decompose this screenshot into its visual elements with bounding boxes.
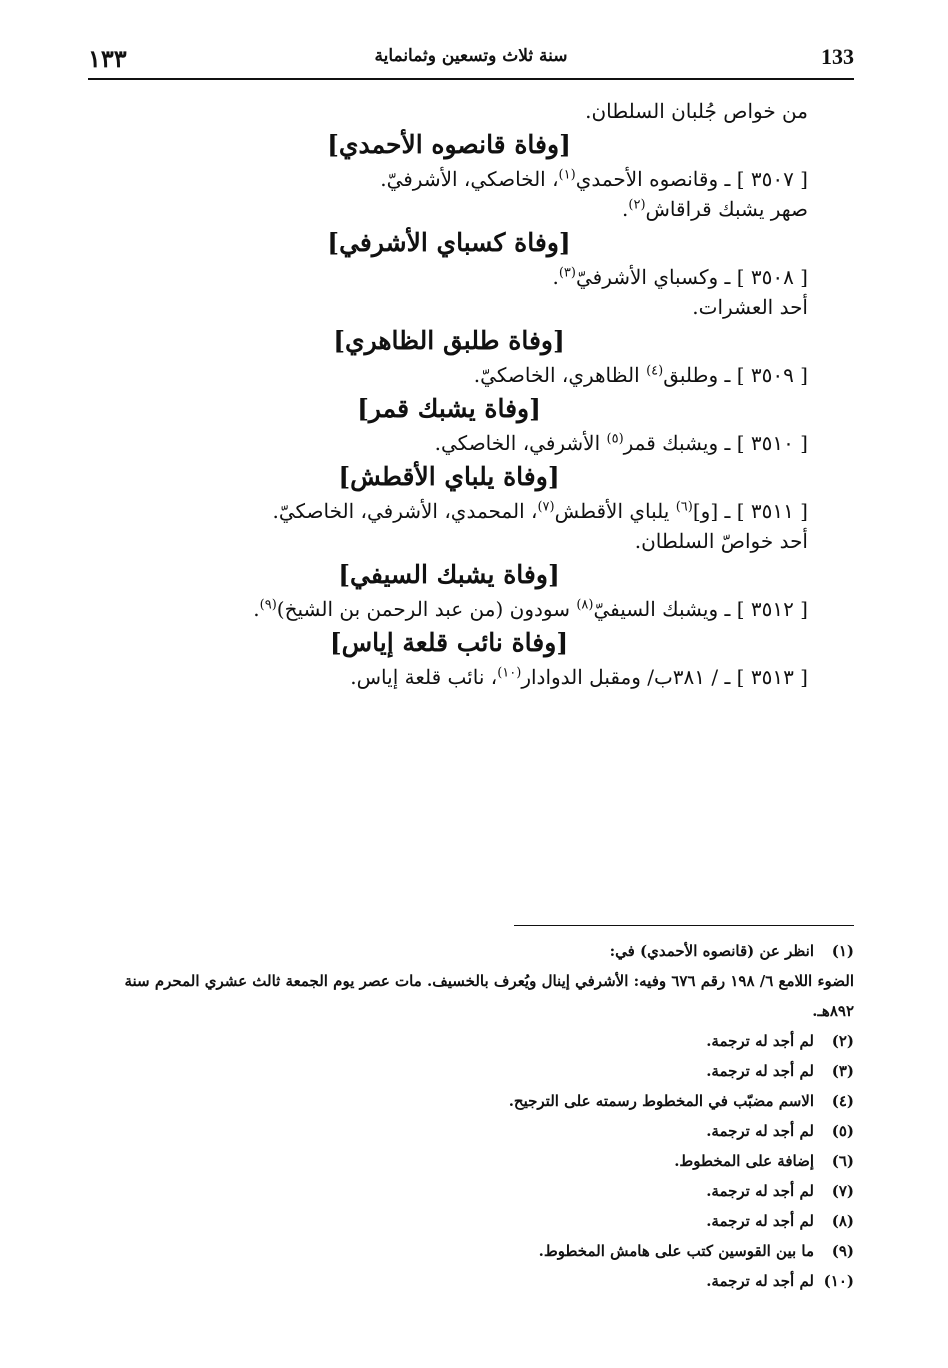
running-title: سنة ثلاث وتسعين وثمانماية — [374, 46, 568, 66]
section-heading: [وفاة يلباي الأقطش] — [338, 462, 560, 491]
text-line — [90, 292, 808, 322]
footnote — [86, 1236, 854, 1266]
footnote-text: الضوء اللامع ٦/ ١٩٨ رقم ٦٧٦ وفيه: الأشرفي إينال ويُعرف بالخسيف. مات عصر يوم الجمعة ثالث عشري المحرم سنة ٨٩٢هـ. — [124, 972, 854, 1020]
footnote-marker: (٢) — [628, 197, 646, 213]
text-line — [90, 360, 808, 390]
text-segment: يلباي الأقطش — [554, 499, 676, 523]
footnote-text: الاسم مضبّب في المخطوط رسمته على الترجيح. — [508, 1092, 814, 1110]
section-heading: [وفاة نائب قلعة إياس] — [329, 628, 569, 657]
text-segment: [ ٣٥٠٧ ] ـ وقانصوه الأحمدي — [575, 167, 808, 191]
section-heading: [وفاة يشبك السيفي] — [338, 560, 560, 589]
text-line — [90, 428, 808, 458]
footnote-rule — [514, 925, 854, 926]
footnote-text: لم أجد له ترجمة. — [706, 1122, 814, 1140]
text-segment: . — [552, 265, 559, 289]
footnote-marker: (٨) — [576, 597, 594, 613]
text-segment: أحد العشرات. — [692, 295, 808, 319]
footnote — [86, 1176, 854, 1206]
footnote — [86, 1266, 854, 1296]
footnote-number: (٦) — [831, 1152, 854, 1170]
text-segment: [ ٣٥٠٨ ] ـ وكسباي الأشرفيّ — [575, 265, 808, 289]
footnote-text: لم أجد له ترجمة. — [706, 1182, 814, 1200]
text-segment: الأشرفي، الخاصكي. — [434, 431, 607, 455]
page-number-latin: 133 — [821, 44, 854, 69]
footnote-number: (٥) — [831, 1122, 854, 1140]
footnote-marker: (١) — [558, 167, 576, 183]
page-header — [88, 44, 854, 74]
text-segment: [ ٣٥١٣ ] ـ / ٣٨١ب/ ومقبل الدوادار — [521, 665, 808, 689]
text-line — [90, 262, 808, 292]
text-segment: سودون (من عبد الرحمن بن الشيخ) — [276, 597, 577, 621]
footnote — [86, 936, 854, 966]
text-line — [90, 496, 808, 526]
text-segment: من خواص جُلبان السلطان. — [585, 99, 808, 123]
footnote-marker: (٤) — [646, 363, 664, 379]
text-segment: أحد خواصّ السلطان. — [634, 529, 808, 553]
header-rule — [88, 78, 854, 80]
text-line — [90, 194, 808, 224]
text-segment: [ ٣٥١١ ] ـ [و] — [692, 499, 808, 523]
text-segment: [ ٣٥٠٩ ] ـ وطلبق — [663, 363, 808, 387]
section-heading: [وفاة قانصوه الأحمدي] — [327, 130, 571, 159]
text-segment: ، الخاصكي، الأشرفيّ. — [380, 167, 559, 191]
section-heading: [وفاة يشبك قمر] — [357, 394, 541, 423]
main-text — [90, 96, 808, 692]
footnote-marker: (٦) — [675, 499, 693, 515]
text-segment: الظاهري، الخاصكيّ. — [473, 363, 647, 387]
footnote — [86, 1086, 854, 1116]
footnote-number: (٣) — [831, 1062, 854, 1080]
text-line — [90, 526, 808, 556]
footnote-text: انظر عن (قانصوه الأحمدي) في: — [609, 942, 814, 960]
footnote-number: (٢) — [831, 1032, 854, 1050]
page-number-arabic: ١٣٣ — [88, 44, 127, 73]
footnote — [86, 1116, 854, 1146]
footnote-text: لم أجد له ترجمة. — [706, 1032, 814, 1050]
footnote — [86, 1056, 854, 1086]
footnote-marker: (٧) — [537, 499, 555, 515]
footnote-marker: (٥) — [606, 431, 624, 447]
section-heading: [وفاة طلبق الظاهري] — [333, 326, 565, 355]
text-segment: . — [622, 197, 629, 221]
footnote-text: ما بين القوسين كتب على هامش المخطوط. — [538, 1242, 814, 1260]
footnote-number: (٩) — [831, 1242, 854, 1260]
footnote-text: إضافة على المخطوط. — [674, 1152, 814, 1170]
footnote-marker: (٩) — [259, 597, 277, 613]
text-line — [90, 164, 808, 194]
text-segment: ، نائب قلعة إياس. — [350, 665, 498, 689]
footnote-marker: (٣) — [558, 265, 576, 281]
text-segment: [ ٣٥١٠ ] ـ ويشبك قمر — [623, 431, 808, 455]
footnote-number: (٤) — [831, 1092, 854, 1110]
footnote — [86, 966, 854, 1026]
text-segment: صهر يشبك قراقاش — [645, 197, 808, 221]
text-line — [90, 96, 808, 126]
footnote-number: (١٠) — [823, 1272, 854, 1290]
footnote-number: (١) — [831, 942, 854, 960]
text-line — [90, 662, 808, 692]
text-line — [90, 594, 808, 624]
section-heading: [وفاة كسباي الأشرفي] — [327, 228, 571, 257]
footnote-number: (٧) — [831, 1182, 854, 1200]
footnote — [86, 1146, 854, 1176]
footnote-marker: (١٠) — [497, 665, 522, 681]
text-segment: ، المحمدي، الأشرفي، الخاصكيّ. — [272, 499, 538, 523]
footnote-text: لم أجد له ترجمة. — [706, 1272, 814, 1290]
footnote-text: لم أجد له ترجمة. — [706, 1062, 814, 1080]
footnote — [86, 1206, 854, 1236]
footnote-number: (٨) — [831, 1212, 854, 1230]
text-segment: [ ٣٥١٢ ] ـ ويشبك السيفيّ — [593, 597, 808, 621]
footnote — [86, 1026, 854, 1056]
text-segment: . — [253, 597, 260, 621]
footnote-text: لم أجد له ترجمة. — [706, 1212, 814, 1230]
footnotes — [86, 936, 854, 1296]
